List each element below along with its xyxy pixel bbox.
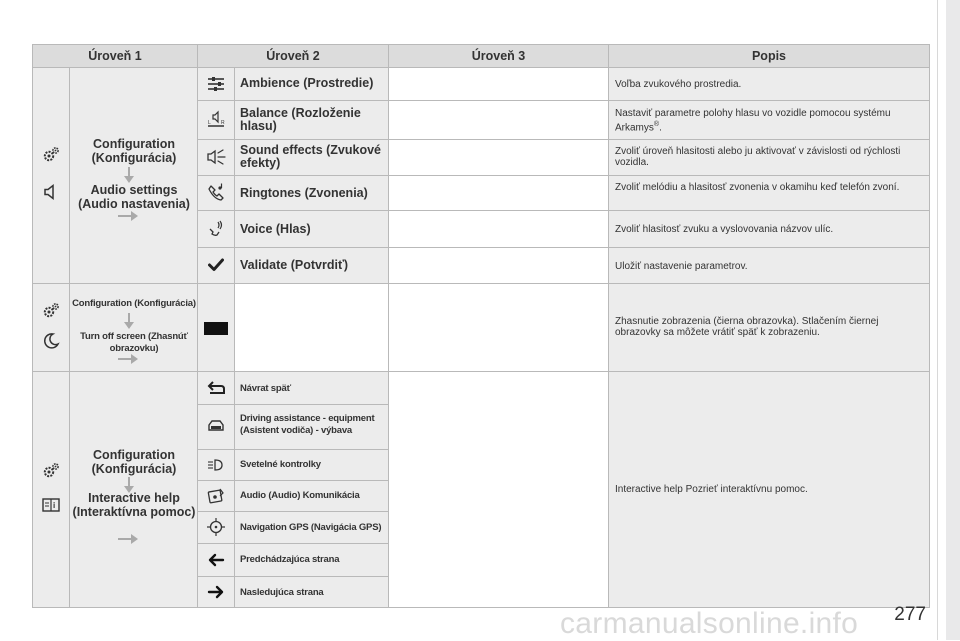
sound-effects-label: Sound effects (Zvukové efekty) — [240, 143, 381, 170]
watermark: carmanualsonline.info — [560, 607, 859, 640]
audio-communication-label: Audio (Audio) Komunikácia — [240, 490, 360, 501]
moon-icon — [40, 330, 62, 352]
voice-label: Voice (Hlas) — [240, 222, 311, 236]
arrow-right-icon — [118, 538, 132, 540]
checkmark-icon — [205, 254, 227, 276]
row-desc-cell — [608, 175, 930, 211]
sound-effects-icon — [205, 146, 227, 168]
audio-config-label: Configuration (Konfigurácia) — [91, 137, 177, 165]
warning-lights-label: Svetelné kontrolky — [240, 459, 321, 470]
page-number: 277 — [894, 604, 926, 625]
row-level3-cell — [388, 247, 609, 284]
ringtone-icon — [205, 181, 227, 203]
warning-lights-icon — [205, 454, 227, 476]
settings-gears-icon — [40, 300, 62, 322]
row-level3-cell — [388, 283, 609, 372]
settings-gears-icon — [40, 460, 62, 482]
row-level3-cell — [388, 175, 609, 211]
sound-effects-desc: Zvoliť úroveň hlasitosti alebo ju aktivovať v závislosti od rýchlosti vozidla. — [615, 146, 901, 168]
header-level3: Úroveň 3 — [388, 44, 609, 68]
help-book-icon — [40, 494, 62, 516]
header-level2: Úroveň 2 — [197, 44, 389, 68]
arrow-down-icon — [128, 477, 130, 487]
svg-text:R: R — [221, 120, 225, 126]
balance-desc: Nastaviť parametre polohy hlasu vo vozidle pomocou systému Arkamys®. — [615, 108, 891, 134]
interactive-help-desc: Interactive help Pozrieť interaktívnu pomoc. — [615, 484, 808, 495]
level1-icon-cell — [32, 67, 70, 284]
row-level3-cell — [388, 139, 609, 176]
ambience-label: Ambience (Prostredie) — [240, 76, 374, 90]
back-label: Návrat späť — [240, 383, 291, 394]
ringtones-label: Ringtones (Zvonenia) — [240, 186, 368, 200]
turn-off-screen-desc: Zhasnutie zobrazenia (čierna obrazovka). Stlačením čiernej obrazovky sa môžete vrátiť späť k zobrazeniu. — [615, 316, 879, 338]
audio-phone-icon — [205, 485, 227, 507]
turn-off-screen-label: Turn off screen (Zhasnúť obrazovku) — [80, 331, 188, 354]
row-level3-cell — [388, 210, 609, 248]
header-description: Popis — [608, 44, 930, 68]
arrow-down-icon — [128, 167, 130, 177]
page-edge-tab — [946, 0, 960, 640]
navigation-gps-label: Navigation GPS (Navigácia GPS) — [240, 522, 382, 533]
voice-icon — [205, 218, 227, 240]
svg-text:i: i — [53, 501, 56, 510]
arrow-right-icon — [118, 358, 132, 360]
row-level3-cell — [388, 371, 609, 608]
balance-icon — [205, 108, 227, 130]
driving-assistance-label: Driving assistance - equipment (Asistent vodiča) - výbava — [240, 413, 375, 436]
screen-config-label: Configuration (Konfigurácia) — [72, 298, 196, 309]
validate-label: Validate (Potvrdiť) — [240, 258, 349, 272]
arrow-right-icon — [205, 581, 227, 603]
help-config-label: Configuration (Konfigurácia) — [91, 448, 177, 476]
previous-page-label: Predchádzajúca strana — [240, 554, 340, 565]
arrow-right-icon — [118, 215, 132, 217]
row-level3-cell — [388, 100, 609, 140]
navigation-icon — [205, 516, 227, 538]
next-page-label: Nasledujúca strana — [240, 587, 324, 598]
black-screen-icon — [203, 320, 229, 336]
header-level1: Úroveň 1 — [32, 44, 198, 68]
balance-label: Balance (Rozloženie hlasu) — [240, 106, 361, 133]
row-level3-cell — [388, 67, 609, 101]
level1-icon-cell — [32, 283, 70, 372]
svg-text:L: L — [208, 120, 211, 126]
equalizer-icon — [205, 73, 227, 95]
speaker-icon — [40, 181, 62, 203]
driving-assistance-icon — [205, 415, 227, 437]
arrow-left-icon — [205, 549, 227, 571]
ambience-desc: Voľba zvukového prostredia. — [615, 79, 742, 90]
voice-desc: Zvoliť hlasitosť zvuku a vyslovovania názvov ulíc. — [615, 224, 834, 235]
ringtones-desc: Zvoliť melódiu a hlasitosť zvonenia v okamihu keď telefón zvoní. — [615, 182, 900, 193]
level1-icon-cell — [32, 371, 70, 608]
row-label-cell — [234, 283, 389, 372]
settings-gears-icon — [40, 144, 62, 166]
interactive-help-label: Interactive help (Interaktívna pomoc) — [72, 491, 196, 519]
back-icon — [205, 377, 227, 399]
margin-line — [937, 0, 938, 640]
arrow-down-icon — [128, 313, 130, 323]
validate-desc: Uložiť nastavenie parametrov. — [615, 261, 748, 272]
audio-settings-label: Audio settings (Audio nastavenia) — [78, 183, 190, 211]
